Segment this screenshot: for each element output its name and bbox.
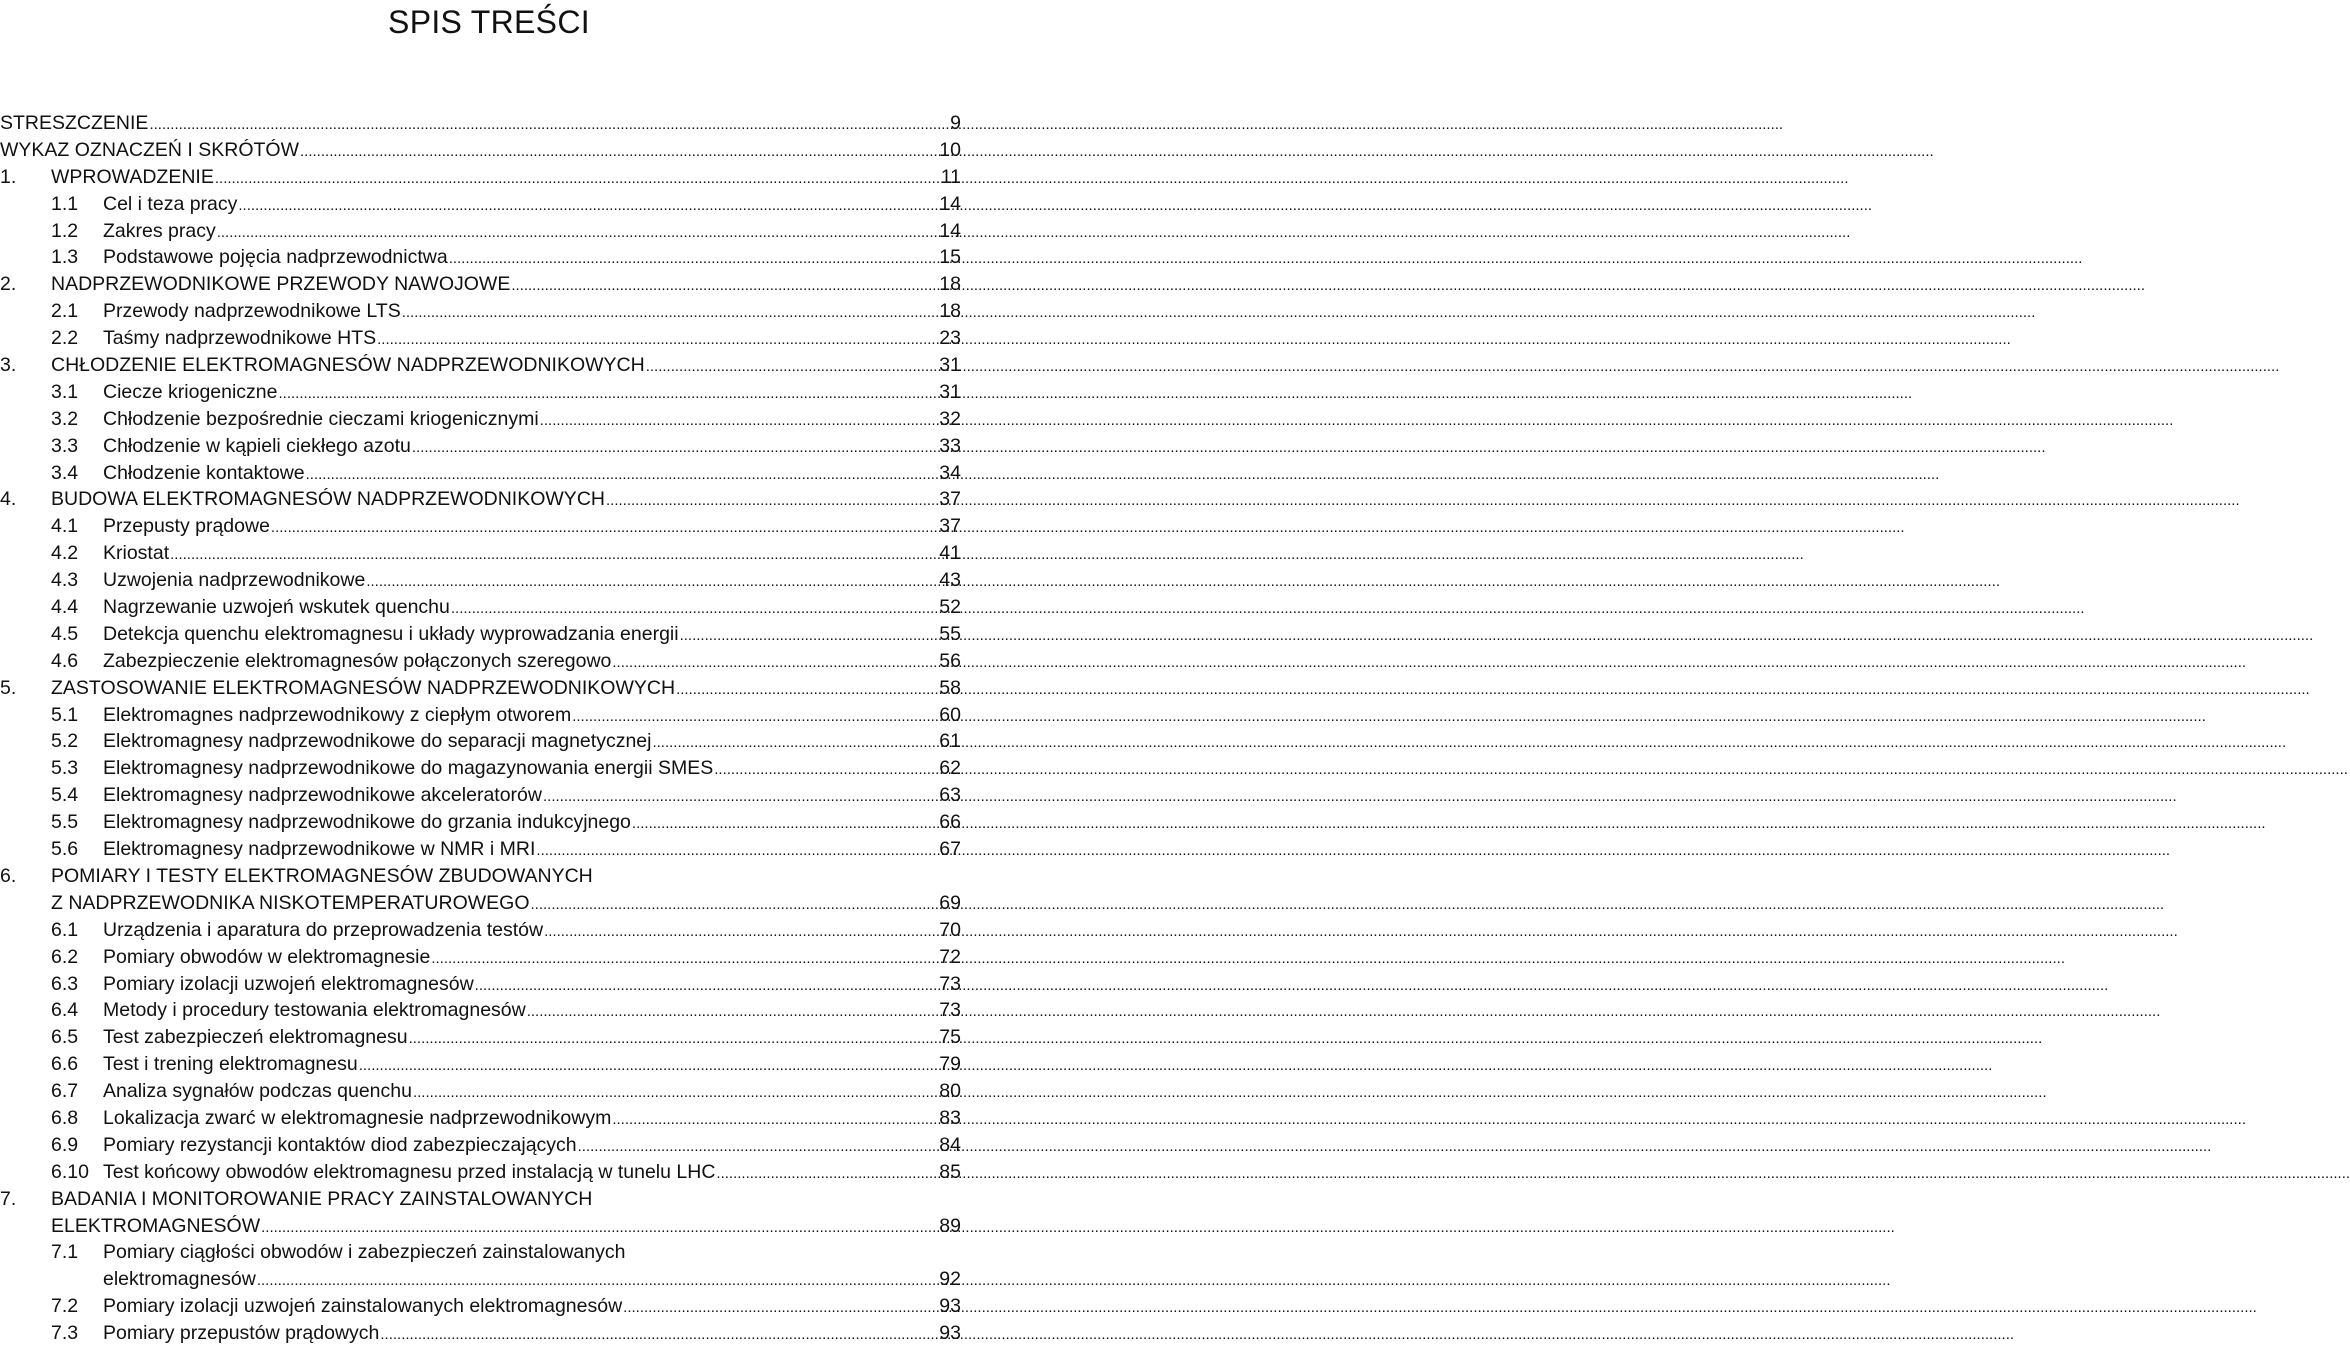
toc-entry-title: WPROWADZENIE bbox=[51, 165, 214, 188]
toc-page-number: 84 bbox=[939, 1133, 961, 1156]
toc-entry-number: 3.1 bbox=[51, 380, 79, 403]
toc-entry-title: Podstawowe pojęcia nadprzewodnictwa bbox=[103, 246, 448, 269]
toc-entry-number: 4.6 bbox=[51, 649, 79, 672]
toc-dot-leader bbox=[632, 811, 938, 838]
toc-dot-leader bbox=[544, 919, 938, 946]
toc-entry-number: 6. bbox=[0, 864, 17, 887]
toc-entry-title: Pomiary ciągłości obwodów i zabezpieczeń zainstalowanych bbox=[103, 1241, 626, 1264]
toc-entry-title: Kriostat bbox=[103, 542, 170, 565]
toc-entry-title: Test i trening elektromagnesu bbox=[103, 1053, 358, 1076]
toc-dot-leader bbox=[170, 542, 938, 569]
toc-page-number: 73 bbox=[939, 999, 961, 1022]
toc-page-number: 34 bbox=[939, 461, 961, 484]
toc-page-number: 52 bbox=[939, 596, 961, 619]
toc-entry-title: Pomiary obwodów w elektromagnesie bbox=[103, 945, 431, 968]
toc-page-number: 69 bbox=[939, 891, 961, 914]
toc-entry-title: Pomiary przepustów prądowych bbox=[103, 1322, 380, 1345]
toc-entry[interactable] bbox=[0, 782, 961, 809]
toc-page-number: 92 bbox=[939, 1268, 961, 1291]
toc-entry[interactable] bbox=[0, 298, 961, 325]
toc-dot-leader bbox=[431, 946, 938, 973]
toc-entry[interactable] bbox=[0, 379, 961, 406]
toc-page-number: 89 bbox=[939, 1214, 961, 1237]
toc-dot-leader bbox=[623, 1295, 938, 1322]
toc-page-number: 75 bbox=[939, 1026, 961, 1049]
toc-entry-title: NADPRZEWODNIKOWE PRZEWODY NAWOJOWE bbox=[51, 273, 511, 296]
toc-page-number: 93 bbox=[939, 1322, 961, 1345]
toc-entry-title: Zabezpieczenie elektromagnesów połączonych szeregowo bbox=[103, 649, 612, 672]
toc-dot-leader bbox=[606, 488, 938, 515]
toc-dot-leader bbox=[261, 1215, 938, 1242]
toc-entry[interactable] bbox=[0, 1186, 961, 1213]
toc-entry-title: elektromagnesów bbox=[103, 1268, 256, 1291]
toc-dot-leader bbox=[451, 596, 938, 623]
toc-entry-title: Chłodzenie bezpośrednie cieczami kriogenicznymi bbox=[103, 407, 539, 430]
toc-page-number: 79 bbox=[939, 1053, 961, 1076]
toc-entry-title: Metody i procedury testowania elektromagnesów bbox=[103, 999, 526, 1022]
toc-page-number: 43 bbox=[939, 569, 961, 592]
toc-dot-leader bbox=[449, 246, 939, 273]
toc-entry[interactable] bbox=[0, 890, 961, 917]
toc-entry[interactable] bbox=[0, 1239, 961, 1266]
toc-entry[interactable] bbox=[0, 971, 961, 998]
toc-entry[interactable] bbox=[0, 460, 961, 487]
toc-dot-leader bbox=[536, 838, 938, 865]
toc-entry-number: 1.1 bbox=[51, 192, 79, 215]
toc-page-number: 14 bbox=[939, 192, 961, 215]
toc-dot-leader bbox=[215, 166, 940, 193]
toc-entry-number: 6.6 bbox=[51, 1053, 79, 1076]
toc-entry-number: 4.2 bbox=[51, 542, 79, 565]
toc-entry-number: 5.6 bbox=[51, 838, 79, 861]
toc-entry[interactable] bbox=[0, 271, 961, 298]
toc-entry-title: Lokalizacja zwarć w elektromagnesie nadprzewodnikowym bbox=[103, 1106, 612, 1129]
toc-entry-title: Test zabezpieczeń elektromagnesu bbox=[103, 1026, 408, 1049]
toc-entry-title: ELEKTROMAGNESÓW bbox=[51, 1214, 261, 1237]
table-of-contents bbox=[0, 110, 961, 1347]
toc-page-number: 41 bbox=[939, 542, 961, 565]
toc-dot-leader bbox=[377, 327, 938, 354]
toc-entry-number: 5.5 bbox=[51, 811, 79, 834]
toc-page-number: 9 bbox=[950, 112, 961, 134]
toc-entry[interactable] bbox=[0, 755, 961, 782]
toc-dot-leader bbox=[279, 381, 939, 408]
toc-entry-title: Zakres pracy bbox=[103, 219, 216, 242]
toc-entry-title: Pomiary izolacji uzwojeń zainstalowanych elektromagnesów bbox=[103, 1295, 623, 1318]
toc-page-number: 85 bbox=[939, 1160, 961, 1183]
toc-entry[interactable] bbox=[0, 352, 961, 379]
toc-dot-leader bbox=[716, 1161, 938, 1188]
toc-entry-number: 2.1 bbox=[51, 300, 79, 323]
toc-page-number: 80 bbox=[939, 1080, 961, 1103]
toc-entry[interactable] bbox=[0, 863, 961, 890]
toc-entry-title: WYKAZ OZNACZEŃ I SKRÓTÓW bbox=[0, 138, 300, 161]
toc-dot-leader bbox=[409, 1026, 939, 1053]
toc-entry-number: 3.2 bbox=[51, 407, 79, 430]
toc-page-number: 18 bbox=[939, 273, 961, 296]
toc-dot-leader bbox=[306, 462, 939, 489]
toc-page-number: 31 bbox=[939, 354, 961, 377]
toc-entry[interactable] bbox=[0, 1024, 961, 1051]
toc-page-number: 61 bbox=[939, 730, 961, 753]
toc-entry[interactable] bbox=[0, 513, 961, 540]
toc-entry-title: Pomiary izolacji uzwojeń elektromagnesów bbox=[103, 972, 474, 995]
toc-dot-leader bbox=[257, 1268, 938, 1295]
toc-dot-leader bbox=[511, 273, 938, 300]
toc-page-number: 37 bbox=[939, 488, 961, 511]
toc-entry-title: Elektromagnesy nadprzewodnikowe do grzania indukcyjnego bbox=[103, 811, 631, 834]
toc-page-number: 73 bbox=[939, 972, 961, 995]
toc-dot-leader bbox=[475, 973, 939, 1000]
toc-entry-title: Taśmy nadprzewodnikowe HTS bbox=[103, 327, 377, 350]
toc-entry-number: 7.3 bbox=[51, 1322, 79, 1345]
toc-entry[interactable] bbox=[0, 540, 961, 567]
toc-entry-title: Chłodzenie w kąpieli ciekłego azotu bbox=[103, 434, 411, 457]
toc-page-number: 67 bbox=[939, 838, 961, 861]
toc-dot-leader bbox=[366, 569, 938, 596]
toc-page-number: 31 bbox=[939, 380, 961, 403]
toc-entry-title: STRESZCZENIE bbox=[0, 112, 149, 134]
toc-entry-title: Elektromagnesy nadprzewodnikowe akceleratorów bbox=[103, 784, 542, 807]
toc-entry-number: 6.7 bbox=[51, 1080, 79, 1103]
toc-dot-leader bbox=[531, 892, 939, 919]
toc-entry-title: Elektromagnes nadprzewodnikowy z ciepłym otworem bbox=[103, 703, 572, 726]
toc-page-number: 66 bbox=[939, 811, 961, 834]
toc-page-number: 83 bbox=[939, 1106, 961, 1129]
toc-entry-number: 4.4 bbox=[51, 596, 79, 619]
toc-entry[interactable] bbox=[0, 621, 961, 648]
toc-entry-number: 7. bbox=[0, 1187, 17, 1210]
toc-dot-leader bbox=[572, 704, 938, 731]
toc-entry-number: 2.2 bbox=[51, 327, 79, 350]
toc-entry-number: 4.3 bbox=[51, 569, 79, 592]
toc-entry[interactable] bbox=[0, 917, 961, 944]
toc-entry-title: Przewody nadprzewodnikowe LTS bbox=[103, 300, 401, 323]
toc-entry-title: Chłodzenie kontaktowe bbox=[103, 461, 305, 484]
toc-entry[interactable] bbox=[0, 567, 961, 594]
toc-entry-title: Test końcowy obwodów elektromagnesu przed instalacją w tunelu LHC bbox=[103, 1160, 716, 1183]
toc-entry-number: 4.5 bbox=[51, 622, 79, 645]
toc-entry-number: 6.8 bbox=[51, 1106, 79, 1129]
toc-entry-number: 6.2 bbox=[51, 945, 79, 968]
toc-entry-title: Detekcja quenchu elektromagnesu i układy wyprowadzania energii bbox=[103, 622, 679, 645]
toc-page-number: 23 bbox=[939, 327, 961, 350]
toc-entry-title: Cel i teza pracy bbox=[103, 192, 238, 215]
toc-dot-leader bbox=[714, 757, 938, 784]
toc-entry-number: 1.2 bbox=[51, 219, 79, 242]
toc-entry-number: 5.2 bbox=[51, 730, 79, 753]
toc-entry[interactable] bbox=[0, 1105, 961, 1132]
toc-entry[interactable] bbox=[0, 137, 961, 164]
toc-dot-leader bbox=[527, 999, 939, 1026]
toc-dot-leader bbox=[652, 730, 938, 757]
toc-entry-number: 6.5 bbox=[51, 1026, 79, 1049]
toc-page-number: 72 bbox=[939, 945, 961, 968]
toc-page-number: 55 bbox=[939, 622, 961, 645]
toc-page-number: 14 bbox=[939, 219, 961, 242]
toc-dot-leader bbox=[413, 1080, 938, 1107]
toc-entry-title: Elektromagnesy nadprzewodnikowe do separacji magnetycznej bbox=[103, 730, 652, 753]
toc-entry[interactable] bbox=[0, 244, 961, 271]
toc-dot-leader bbox=[271, 515, 938, 542]
toc-entry-number: 3.4 bbox=[51, 461, 79, 484]
toc-entry-number: 5.1 bbox=[51, 703, 79, 726]
toc-entry-title: Urządzenia i aparatura do przeprowadzenia testów bbox=[103, 918, 544, 941]
toc-entry[interactable] bbox=[0, 702, 961, 729]
toc-entry[interactable] bbox=[0, 944, 961, 971]
toc-entry-number: 6.4 bbox=[51, 999, 79, 1022]
toc-entry-title: BADANIA I MONITOROWANIE PRACY ZAINSTALOWANYCH bbox=[51, 1187, 593, 1210]
toc-entry[interactable] bbox=[0, 406, 961, 433]
toc-entry[interactable] bbox=[0, 325, 961, 352]
toc-page-number: 70 bbox=[939, 918, 961, 941]
toc-page-number: 10 bbox=[939, 138, 961, 161]
toc-entry-title: Przepusty prądowe bbox=[103, 515, 270, 538]
toc-entry-number: 6.10 bbox=[51, 1160, 89, 1183]
toc-entry[interactable] bbox=[0, 809, 961, 836]
toc-entry-number: 6.3 bbox=[51, 972, 79, 995]
toc-dot-leader bbox=[380, 1322, 938, 1349]
toc-entry[interactable] bbox=[0, 486, 961, 513]
toc-dot-leader bbox=[676, 677, 938, 704]
toc-entry-number: 1. bbox=[0, 165, 17, 188]
toc-dot-leader bbox=[540, 408, 939, 435]
toc-entry-number: 3.3 bbox=[51, 434, 79, 457]
toc-entry-title: Nagrzewanie uzwojeń wskutek quenchu bbox=[103, 596, 450, 619]
toc-entry-number: 1.3 bbox=[51, 246, 79, 269]
toc-entry[interactable] bbox=[0, 1159, 961, 1186]
toc-dot-leader bbox=[680, 623, 939, 650]
toc-entry[interactable] bbox=[0, 218, 961, 245]
toc-entry-title: Elektromagnesy nadprzewodnikowe do magazynowania energii SMES bbox=[103, 757, 714, 780]
toc-page-number: 60 bbox=[939, 703, 961, 726]
toc-entry[interactable] bbox=[0, 433, 961, 460]
toc-page-number: 58 bbox=[939, 676, 961, 699]
toc-page-number: 63 bbox=[939, 784, 961, 807]
toc-dot-leader bbox=[217, 220, 939, 247]
toc-entry-title: Z NADPRZEWODNIKA NISKOTEMPERATUROWEGO bbox=[51, 891, 530, 914]
toc-entry-number: 7.2 bbox=[51, 1295, 79, 1318]
toc-entry[interactable] bbox=[0, 675, 961, 702]
toc-entry[interactable] bbox=[0, 836, 961, 863]
toc-dot-leader bbox=[300, 139, 938, 166]
toc-page-number: 18 bbox=[939, 300, 961, 323]
toc-entry-title: Pomiary rezystancji kontaktów diod zabezpieczających bbox=[103, 1133, 577, 1156]
toc-page-number: 62 bbox=[939, 757, 961, 780]
toc-entry-number: 2. bbox=[0, 273, 17, 296]
toc-entry-title: ZASTOSOWANIE ELEKTROMAGNESÓW NADPRZEWODNIKOWYCH bbox=[51, 676, 676, 699]
toc-entry[interactable] bbox=[0, 1293, 961, 1320]
toc-dot-leader bbox=[612, 1107, 938, 1134]
toc-entry-number: 4.1 bbox=[51, 515, 79, 538]
toc-entry-title: Ciecze kriogeniczne bbox=[103, 380, 278, 403]
toc-entry-title: BUDOWA ELEKTROMAGNESÓW NADPRZEWODNIKOWYCH bbox=[51, 488, 605, 511]
toc-dot-leader bbox=[402, 300, 939, 327]
toc-dot-leader bbox=[149, 112, 949, 139]
toc-dot-leader bbox=[646, 354, 939, 381]
toc-dot-leader bbox=[238, 193, 938, 220]
toc-entry-title: POMIARY I TESTY ELEKTROMAGNESÓW ZBUDOWANYCH bbox=[51, 864, 593, 887]
toc-entry-number: 3. bbox=[0, 354, 17, 377]
toc-entry[interactable] bbox=[0, 164, 961, 191]
toc-dot-leader bbox=[412, 435, 938, 462]
toc-page-number: 11 bbox=[940, 165, 961, 188]
toc-entry-number: 6.9 bbox=[51, 1133, 79, 1156]
toc-page-number: 37 bbox=[939, 515, 961, 538]
toc-entry[interactable] bbox=[0, 1132, 961, 1159]
toc-entry[interactable] bbox=[0, 110, 961, 137]
toc-entry-title: CHŁODZENIE ELEKTROMAGNESÓW NADPRZEWODNIKOWYCH bbox=[51, 354, 645, 377]
toc-page-number: 93 bbox=[939, 1295, 961, 1318]
toc-entry[interactable] bbox=[0, 728, 961, 755]
toc-entry-number: 7.1 bbox=[51, 1241, 79, 1264]
toc-dot-leader bbox=[543, 784, 938, 811]
toc-entry[interactable] bbox=[0, 1078, 961, 1105]
toc-entry-number: 5.3 bbox=[51, 757, 79, 780]
toc-page-number: 15 bbox=[939, 246, 961, 269]
toc-entry-number: 6.1 bbox=[51, 918, 79, 941]
toc-entry-title: Elektromagnesy nadprzewodnikowe w NMR i MRI bbox=[103, 838, 536, 861]
toc-dot-leader bbox=[578, 1134, 939, 1161]
toc-page-number: 32 bbox=[939, 407, 961, 430]
toc-entry[interactable] bbox=[0, 997, 961, 1024]
toc-entry[interactable] bbox=[0, 594, 961, 621]
toc-dot-leader bbox=[359, 1053, 939, 1080]
toc-dot-leader bbox=[612, 650, 938, 677]
toc-entry[interactable] bbox=[0, 1213, 961, 1240]
toc-entry[interactable] bbox=[0, 1266, 961, 1293]
toc-entry-title: Analiza sygnałów podczas quenchu bbox=[103, 1080, 412, 1103]
toc-entry[interactable] bbox=[0, 1051, 961, 1078]
toc-entry[interactable] bbox=[0, 1320, 961, 1347]
toc-entry-number: 5. bbox=[0, 676, 17, 699]
toc-entry[interactable] bbox=[0, 648, 961, 675]
toc-entry[interactable] bbox=[0, 191, 961, 218]
toc-page-number: 56 bbox=[939, 649, 961, 672]
toc-entry-number: 4. bbox=[0, 488, 17, 511]
toc-entry-title: Uzwojenia nadprzewodnikowe bbox=[103, 569, 366, 592]
page-title: SPIS TREŚCI bbox=[388, 4, 590, 40]
toc-page-number: 33 bbox=[939, 434, 961, 457]
toc-entry-number: 5.4 bbox=[51, 784, 79, 807]
